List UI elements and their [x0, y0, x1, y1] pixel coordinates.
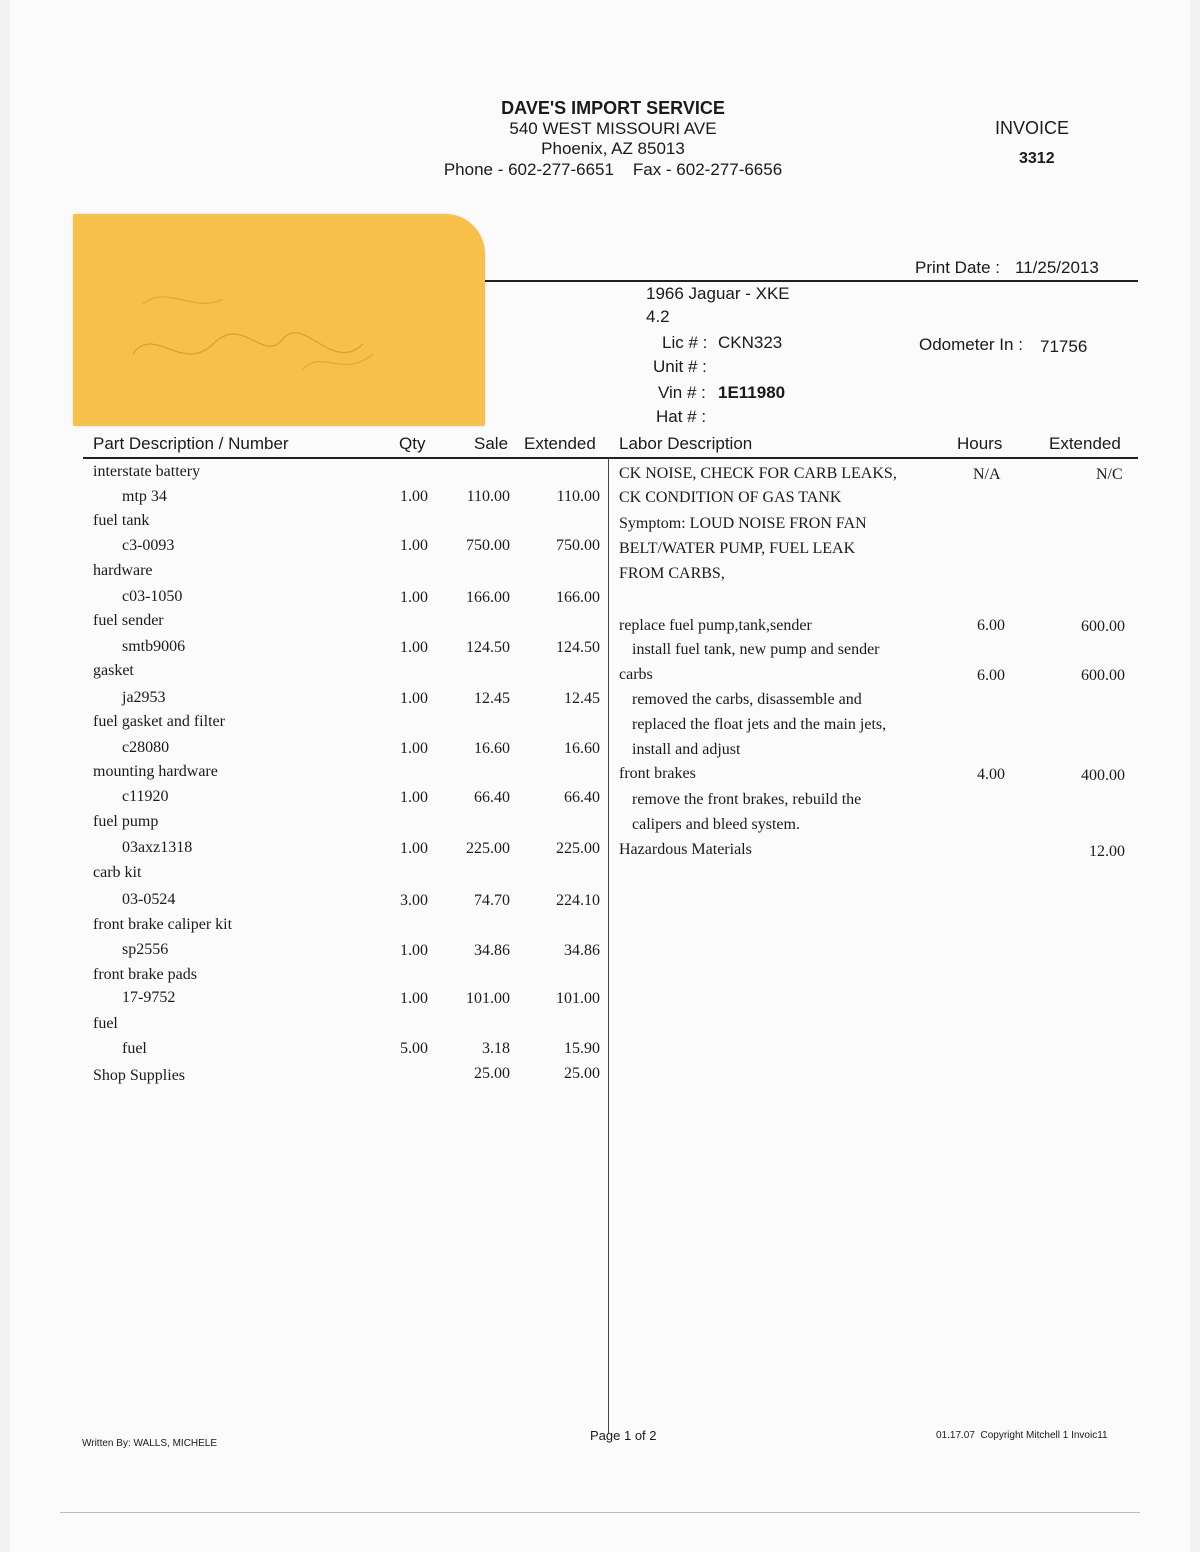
vin-label: Vin # : [658, 383, 706, 402]
part-number: c03-1050 [122, 588, 183, 605]
part-sale: 34.86 [474, 942, 510, 959]
part-number: mtp 34 [122, 488, 167, 505]
part-ext: 16.60 [564, 740, 600, 757]
part-desc: fuel tank [93, 512, 150, 529]
parts-header-ext: Extended [524, 434, 596, 453]
part-number: 03-0524 [122, 891, 176, 908]
part-ext: 12.45 [564, 690, 600, 707]
part-sale: 66.40 [474, 789, 510, 806]
shop-phone-fax: Phone - 602-277-6651 Fax - 602-277-6656 [443, 160, 783, 179]
lic-label: Lic # : [662, 333, 708, 352]
part-qty: 5.00 [400, 1040, 428, 1057]
part-qty: 1.00 [400, 840, 428, 857]
part-qty: 1.00 [400, 740, 428, 757]
complaint-line: CK CONDITION OF GAS TANK [619, 489, 842, 506]
column-divider [608, 458, 609, 1433]
handwriting-scribble [73, 214, 485, 426]
part-qty: 1.00 [400, 789, 428, 806]
part-ext: 224.10 [556, 892, 600, 909]
shop-name: DAVE'S IMPORT SERVICE [501, 98, 725, 118]
part-ext: 110.00 [556, 488, 600, 505]
part-sale: 101.00 [466, 990, 510, 1007]
labor-job-ext: 400.00 [1081, 767, 1125, 784]
part-number: ja2953 [122, 689, 166, 706]
complaint-line: Symptom: LOUD NOISE FRON FAN [619, 515, 867, 532]
part-desc: fuel [93, 1015, 118, 1032]
labor-job-hours: 4.00 [977, 766, 1005, 783]
shop-supplies-ext: 25.00 [564, 1065, 600, 1082]
labor-job-hours: 6.00 [977, 617, 1005, 634]
part-desc: front brake pads [93, 966, 197, 983]
copyright: 01.17.07 Copyright Mitchell 1 Invoic11 [936, 1430, 1108, 1441]
part-qty: 1.00 [400, 990, 428, 1007]
part-desc: mounting hardware [93, 763, 218, 780]
part-qty: 1.00 [400, 942, 428, 959]
part-qty: 1.00 [400, 639, 428, 656]
print-date-label: Print Date : [915, 258, 1001, 277]
labor-job-ext: 600.00 [1081, 667, 1125, 684]
part-sale: 225.00 [466, 840, 510, 857]
part-desc: front brake caliper kit [93, 916, 233, 933]
labor-job-ext: 600.00 [1081, 618, 1125, 635]
part-desc: gasket [93, 662, 134, 679]
parts-header-sale: Sale [474, 434, 509, 453]
part-number: c3-0093 [122, 537, 175, 554]
invoice-label: INVOICE [995, 118, 1070, 138]
shop-address: 540 WEST MISSOURI AVE [509, 119, 717, 138]
part-number: sp2556 [122, 941, 169, 958]
part-sale: 3.18 [482, 1040, 510, 1057]
labor-header-ext: Extended [1049, 434, 1121, 453]
labor-job-title: replace fuel pump,tank,sender [619, 617, 812, 634]
part-ext: 166.00 [556, 589, 600, 606]
part-sale: 124.50 [466, 639, 510, 656]
part-ext: 15.90 [564, 1040, 600, 1057]
part-qty: 3.00 [400, 892, 428, 909]
part-number: 17-9752 [122, 989, 176, 1006]
part-sale: 12.45 [474, 690, 510, 707]
shop-city: Phoenix, AZ 85013 [541, 139, 685, 158]
part-desc: fuel pump [93, 813, 159, 830]
hazmat-title: Hazardous Materials [619, 841, 752, 858]
part-ext: 34.86 [564, 942, 600, 959]
lic-value: CKN323 [718, 333, 783, 352]
part-ext: 124.50 [556, 639, 600, 656]
labor-header-desc: Labor Description [619, 434, 753, 453]
part-ext: 225.00 [556, 840, 600, 857]
complaint-line: CK NOISE, CHECK FOR CARB LEAKS, [619, 465, 897, 482]
complaint-ext: N/C [1096, 466, 1123, 483]
odometer-label: Odometer In : [919, 335, 1023, 354]
complaint-hours: N/A [973, 466, 1001, 483]
part-desc: interstate battery [93, 463, 201, 480]
part-qty: 1.00 [400, 690, 428, 707]
part-qty: 1.00 [400, 488, 428, 505]
unit-label: Unit # : [653, 357, 707, 376]
labor-job-detail: remove the front brakes, rebuild the [632, 791, 862, 808]
part-sale: 16.60 [474, 740, 510, 757]
part-sale: 74.70 [474, 892, 510, 909]
vin-value: 1E11980 [718, 383, 786, 402]
part-number: c11920 [122, 788, 169, 805]
part-number: smtb9006 [122, 638, 186, 655]
parts-header-desc: Part Description / Number [93, 434, 289, 453]
part-qty: 1.00 [400, 589, 428, 606]
part-number: 03axz1318 [122, 839, 193, 856]
part-desc: fuel gasket and filter [93, 713, 225, 730]
part-ext: 101.00 [556, 990, 600, 1007]
written-by: Written By: WALLS, MICHELE [82, 1438, 218, 1449]
header-rule [485, 280, 1138, 282]
complaint-line: FROM CARBS, [619, 565, 725, 582]
part-number: c28080 [122, 739, 170, 756]
hat-label: Hat # : [656, 407, 707, 426]
labor-job-title: front brakes [619, 765, 696, 782]
part-sale: 750.00 [466, 537, 510, 554]
vehicle-engine: 4.2 [646, 307, 670, 326]
labor-job-detail: calipers and bleed system. [632, 816, 800, 833]
column-header-rule [83, 457, 1138, 459]
labor-job-hours: 6.00 [977, 667, 1005, 684]
parts-header-qty: Qty [399, 434, 426, 453]
part-desc: carb kit [93, 864, 142, 881]
complaint-line: BELT/WATER PUMP, FUEL LEAK [619, 540, 856, 557]
invoice-number: 3312 [1019, 150, 1055, 167]
labor-job-detail: install and adjust [632, 741, 741, 758]
part-qty: 1.00 [400, 537, 428, 554]
part-desc: fuel sender [93, 612, 164, 629]
labor-header-hours: Hours [957, 434, 1003, 453]
part-desc: hardware [93, 562, 153, 579]
print-date-value: 11/25/2013 [1015, 258, 1099, 277]
labor-job-detail: install fuel tank, new pump and sender [632, 641, 880, 658]
page-indicator: Page 1 of 2 [590, 1428, 657, 1443]
labor-job-detail: replaced the float jets and the main jets, [632, 716, 887, 733]
part-sale: 166.00 [466, 589, 510, 606]
vehicle-model: 1966 Jaguar - XKE [646, 284, 790, 303]
shop-supplies-desc: Shop Supplies [93, 1067, 186, 1084]
part-number: fuel [122, 1040, 147, 1057]
part-ext: 750.00 [556, 537, 600, 554]
hazmat-ext: 12.00 [1089, 843, 1125, 860]
labor-job-detail: removed the carbs, disassemble and [632, 691, 862, 708]
sticky-note [73, 214, 485, 426]
labor-job-title: carbs [619, 666, 653, 683]
part-ext: 66.40 [564, 789, 600, 806]
shop-supplies-sale: 25.00 [474, 1065, 510, 1082]
part-sale: 110.00 [466, 488, 510, 505]
odometer-value: 71756 [1040, 337, 1088, 356]
footer-edge-line [60, 1512, 1140, 1513]
